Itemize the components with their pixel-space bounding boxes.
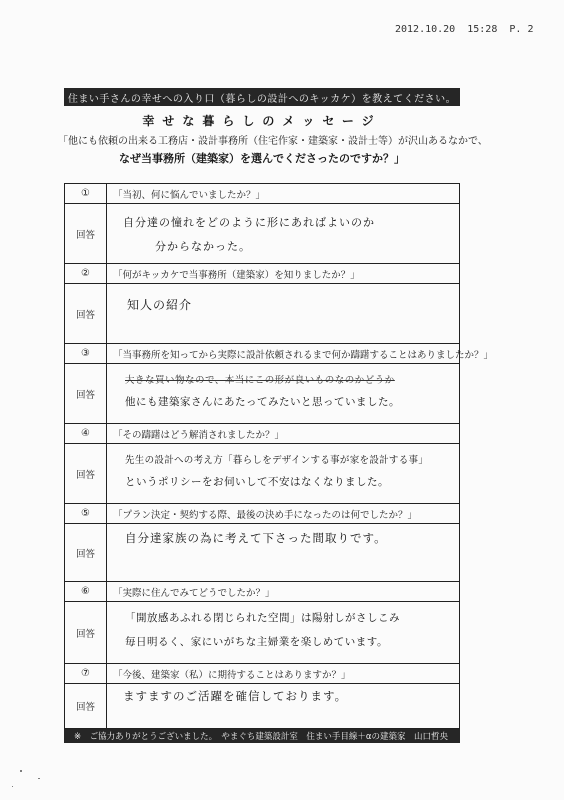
answer-line: 他にも建築家さんにあたってみたいと思っていました。: [125, 396, 400, 408]
question-number: ①: [65, 184, 107, 203]
question-number: ⑥: [65, 582, 107, 601]
question-text: 「その躊躇はどう解消されましたか？」: [113, 429, 285, 441]
question-text: 「当事務所を知ってから実際に設計依頼されるまで何か躊躇することはありましたか？」: [113, 349, 494, 361]
answer-line: 分からなかった。: [155, 240, 251, 253]
answer-row-4: [65, 444, 459, 504]
question-number: ③: [65, 344, 107, 363]
question-row-3: [65, 344, 494, 364]
question-row-2: [65, 264, 459, 284]
question-row-5: [65, 504, 459, 524]
answer-label: 回答: [65, 684, 107, 728]
question-text: 「今後、建築家（私）に期待することはありますか？」: [113, 669, 351, 681]
footer-bar: [64, 729, 460, 743]
question-text: 「当初、何に悩んでいましたか？」: [113, 189, 266, 201]
banner: [64, 88, 460, 106]
answer-label: 回答: [65, 524, 107, 581]
question-row-6: [65, 582, 459, 602]
answer-label: 回答: [65, 204, 107, 263]
scan-speck: [38, 778, 40, 779]
answer-row-6: [65, 602, 459, 664]
answer-row-7: [65, 684, 459, 728]
question-number: ②: [65, 264, 107, 283]
footer-text: ※ ご協力ありがとうございました。 やまぐち建築設計室 住まい手目線＋αの建築家 山口哲央: [74, 732, 448, 742]
question-text: 「何がキッカケで当事務所（建築家）を知りましたか？」: [113, 269, 360, 281]
answer-line-struck: 大きな買い物なので、本当にこの形が良いものなのかどうか: [125, 375, 395, 386]
fax-header: 2012.10.20 15:28 P. 2: [395, 24, 534, 35]
answer-line: 知人の紹介: [127, 298, 193, 312]
scan-speck: [12, 786, 13, 787]
question-row-7: [65, 664, 459, 684]
answer-label: 回答: [65, 444, 107, 503]
scan-speck: [20, 770, 22, 772]
answer-row-2: [65, 284, 459, 344]
answer-label: 回答: [65, 364, 107, 423]
answer-line: 「開放感あふれる閉じられた空間」は陽射しがさしこみ: [125, 612, 400, 624]
answer-line: 自分達の憧れをどのように形にあればよいのか: [123, 216, 375, 229]
answer-row-5: [65, 524, 459, 582]
answer-line: ますますのご活躍を確信しております。: [123, 689, 348, 703]
subheading-line-1: 「他にも依頼の出来る工務店・設計事務所（住宅作家・建築家・設計士等）が沢山あるなかで、: [58, 136, 488, 147]
answer-label: 回答: [65, 602, 107, 663]
question-text: 「実際に住んでみてどうでしたか？」: [113, 587, 275, 599]
question-number: ⑦: [65, 664, 107, 683]
answer-row-3: [65, 364, 459, 424]
banner-text: 住まい手さんの幸せへの入り口（暮らしの設計へのキッカケ）を教えてください。: [67, 93, 457, 105]
answer-line: 先生の設計への考え方「暮らしをデザインする事が家を設計する事」: [125, 455, 429, 466]
question-row-1: [65, 184, 459, 204]
question-number: ④: [65, 424, 107, 443]
answer-line: 毎日明るく、家にいがちな主婦業を楽しめています。: [125, 636, 388, 648]
question-row-4: [65, 424, 459, 444]
answer-row-1: [65, 204, 459, 264]
questionnaire-form: [64, 183, 494, 729]
answer-line: 自分達家族の為に考えて下さった間取りです。: [125, 531, 387, 545]
question-text: 「プラン決定・契約する際、最後の決め手になったのは何でしたか？」: [113, 509, 418, 521]
answer-line: というポリシーをお伺いして不安はなくなりました。: [125, 476, 389, 488]
page-title: 幸せな暮らしのメッセージ: [142, 114, 382, 128]
answer-label: 回答: [65, 284, 107, 343]
subheading-line-2: なぜ当事務所（建築家）を選んでくださったのですか？」: [119, 152, 405, 165]
question-number: ⑤: [65, 504, 107, 523]
